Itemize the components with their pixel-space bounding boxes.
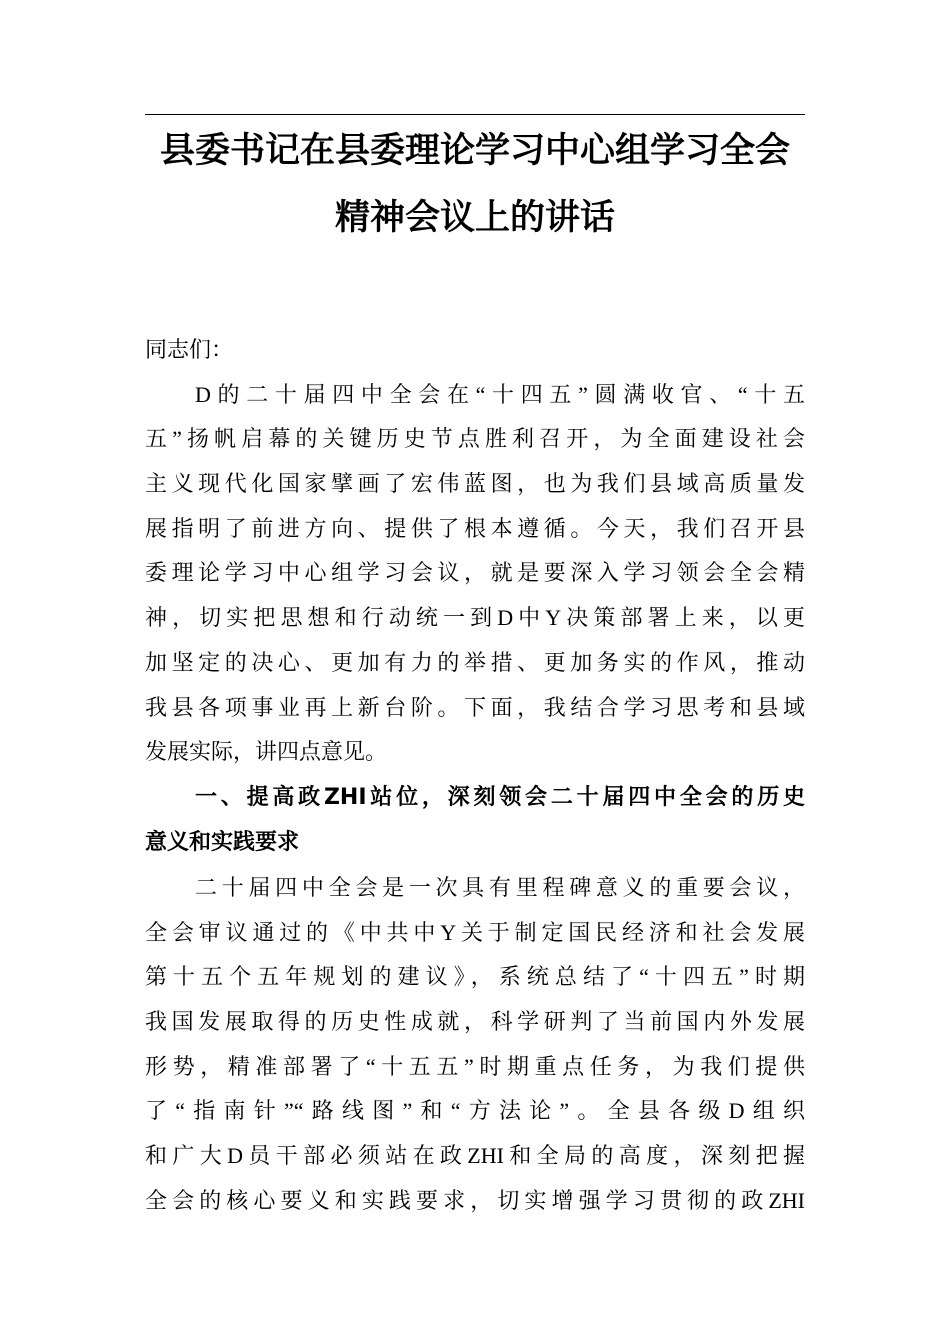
text-line: 展指明了前进方向、提供了根本遵循。今天，我们召开县: [145, 515, 805, 541]
title-line: 县委书记在县委理论学习中心组学习全会: [159, 130, 790, 171]
text-line: 和广大D员干部必须站在政ZHI和全局的高度，深刻把握: [145, 1143, 805, 1168]
salutation: 同志们：: [145, 337, 234, 362]
top-rule: [145, 114, 805, 115]
text-line: 形势，精准部署了“十五五”时期重点任务，为我们提供: [145, 1053, 805, 1079]
text-line: 我县各项事业再上新台阶。下面，我结合学习思考和县域: [145, 694, 805, 720]
text-line: 发展实际，讲四点意见。: [145, 739, 388, 765]
heading-line: 意义和实践要求: [145, 830, 300, 856]
text-line: D的二十届四中全会在“十四五”圆满收官、“十五: [195, 381, 805, 407]
text-line: 我国发展取得的历史性成就，科学研判了当前国内外发展: [145, 1008, 805, 1034]
section-heading: [145, 775, 805, 866]
paragraph: [145, 866, 805, 1224]
text-line: 五”扬帆启幕的关键历史节点胜利召开，为全面建设社会: [145, 426, 805, 452]
text-line: 了“指南针”“路线图”和“方法论”。全县各级D组织: [145, 1098, 805, 1124]
text-line: 加坚定的决心、更加有力的举措、更加务实的作风，推动: [145, 649, 805, 675]
text-line: 全会审议通过的《中共中Y关于制定国民经济和社会发展: [145, 919, 805, 945]
paragraph: [145, 373, 805, 775]
text-line: 全会的核心要义和实践要求，切实增强学习贯彻的政ZHI: [145, 1187, 805, 1213]
text-line: 主义现代化国家擘画了宏伟蓝图，也为我们县域高质量发: [145, 471, 805, 497]
text-line: 神，切实把思想和行动统一到D中Y决策部署上来，以更: [145, 605, 805, 631]
heading-line: 一、提高政ZHI站位，深刻领会二十届四中全会的历史: [195, 784, 805, 810]
text-line: 第十五个五年规划的建议》，系统总结了“十四五”时期: [145, 964, 805, 990]
document-body: [145, 328, 805, 1223]
text-line: 二十届四中全会是一次具有里程碑意义的重要会议，: [195, 874, 805, 900]
text-line: 委理论学习中心组学习会议，就是要深入学习领会全会精: [145, 560, 805, 586]
document-title: [145, 117, 805, 251]
title-line: 精神会议上的讲话: [334, 197, 615, 238]
